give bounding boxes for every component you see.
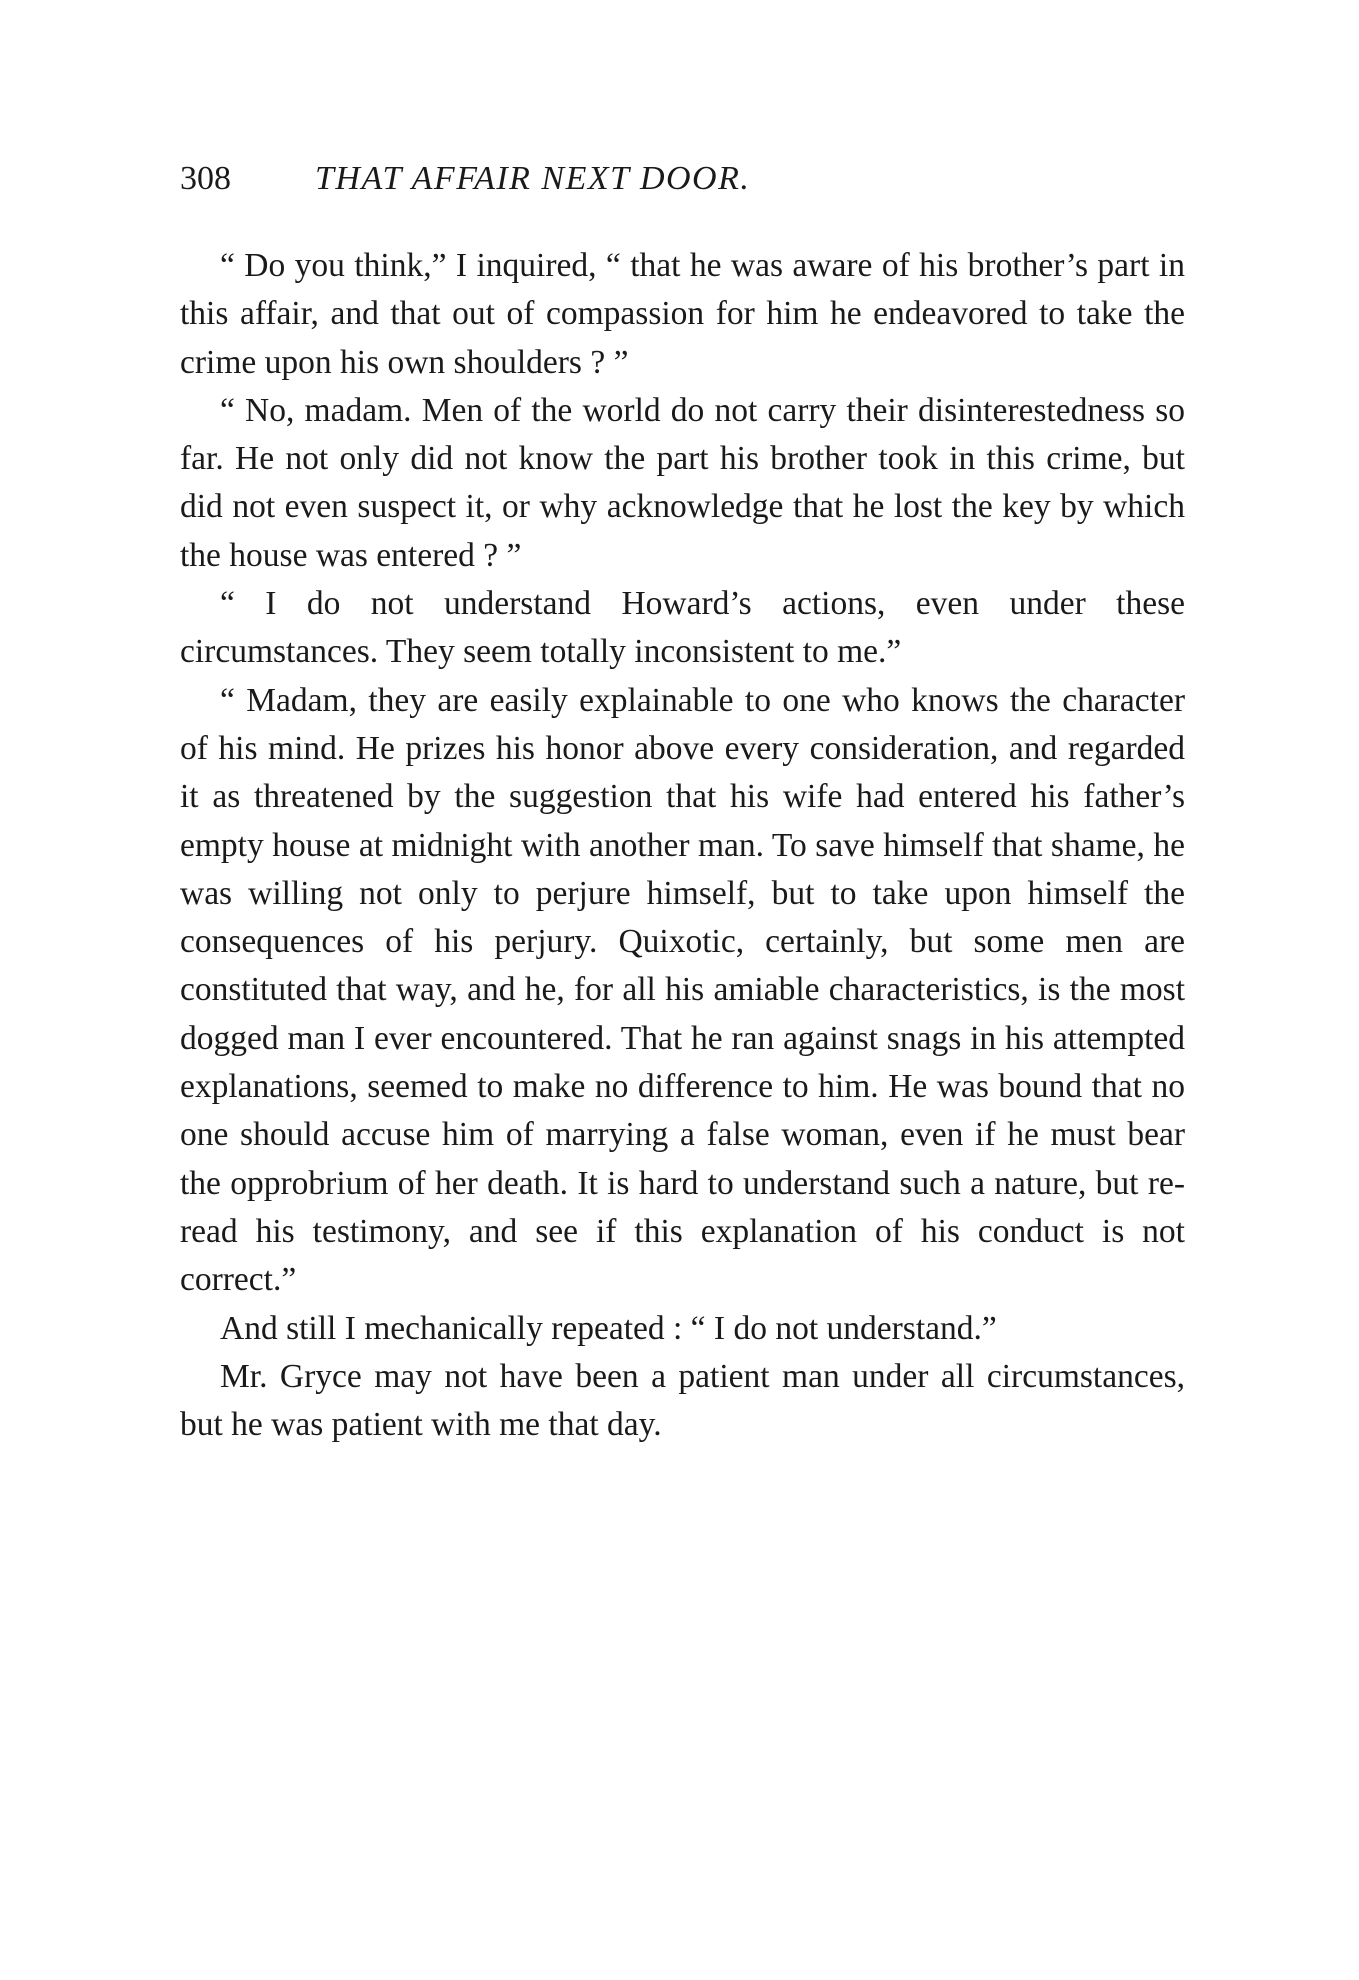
book-page — [180, 160, 1185, 1449]
paragraph: “ I do not understand Howard’s actions, even under these circumstances. They seem totally inconsistent to me.” — [180, 585, 1185, 671]
paragraph: “ Madam, they are easily explainable to one who knows the character of his mind. He prizes his honor above every consideration, and regarded it as threatened by the suggestion that his wife had entered his father’s empty house at midnight with another man. To save himself that shame, he was willing not only to perjure himself, but to take upon himself the consequences of his perjury. Quixotic, certainly, but some men are constituted that way, and he, for all his amiable characteristics, is the most dogged man I ever encountered. That he ran against snags in his attempted explanations, seemed to make no difference to him. He was bound that no one should accuse him of marrying a false woman, even if he must bear the opprobrium of her death. It is hard to understand such a nature, but re-read his testimony, and see if this explanation of his conduct is not correct.” — [180, 681, 1185, 1299]
body-text — [180, 242, 1185, 1449]
paragraph: “ Do you think,” I inquired, “ that he was aware of his brother’s part in this affair, and that out of compassion for him he endeavored to take the crime upon his own shoulders ? ” — [180, 247, 1185, 381]
paragraph: Mr. Gryce may not have been a patient man under all circumstances, but he was patient with me that day. — [180, 1357, 1185, 1444]
page-number: 308 — [180, 160, 231, 197]
running-head — [180, 160, 1185, 212]
paragraph: “ No, madam. Men of the world do not carry their disinterestedness so far. He not only did not know the part his brother took in this crime, but did not even suspect it, or why acknowledge that he lost the key by which the house was entered ? ” — [180, 391, 1185, 574]
running-title: THAT AFFAIR NEXT DOOR. — [315, 160, 751, 197]
paragraph: And still I mechanically repeated : “ I do not understand.” — [220, 1309, 997, 1347]
